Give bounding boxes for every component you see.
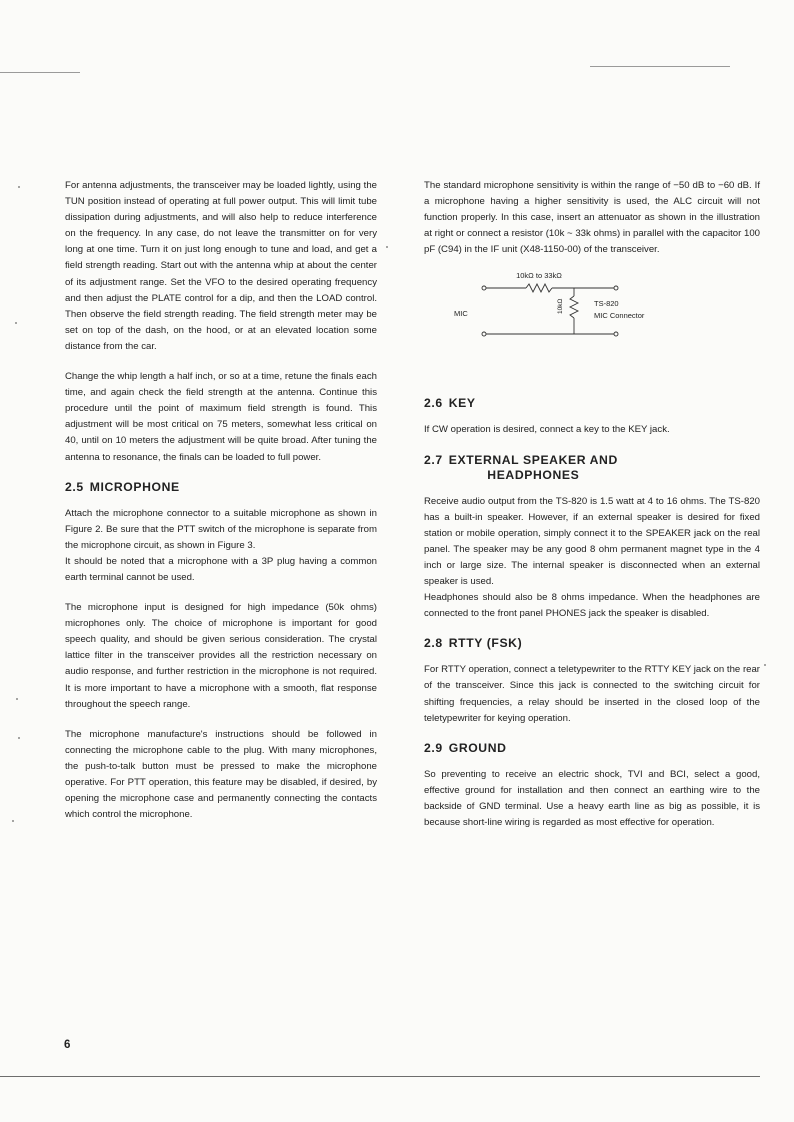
page-number: 6	[64, 1039, 71, 1051]
rtty-paragraph: For RTTY operation, connect a teletypewriter to the RTTY KEY jack on the rear of the transceiver. Since this jack is connected to the switching circuit for shifting frequencies, a relay should be inserted in the closed loop of the teletypewriter for keying operation.	[424, 664, 760, 724]
section-heading-microphone	[65, 480, 377, 495]
microphone-3p-plug-note: It should be noted that a microphone with a 3P plug having a common earth terminal cannot be used.	[65, 555, 377, 583]
scan-speck	[16, 698, 18, 700]
antenna-adjustment-paragraph: For antenna adjustments, the transceiver may be loaded lightly, using the TUN position instead of operating at full power output. This will limit tube dissipation during adjustments, and will also help to reduce interference on the frequency. In any case, do not leave the transmitter on for very long at one time. Turn it on just long enough to tune and load, and get a field strength reading. Start out with the antenna whip at about the center of its adjustment range. Set the VFO to the desired operating frequency and then adjust the PLATE control for a dip, and then the LOAD control. Then observe the field strength reading. The field strength meter may be set on top of the dash, on the hood, or at an elevated location some distance from the car.	[65, 180, 377, 352]
mic-terminal-top	[482, 286, 486, 290]
section-number: 2.7	[424, 452, 443, 467]
series-resistor-label: 10kΩ to 33kΩ	[516, 271, 562, 281]
scan-speck	[18, 737, 20, 739]
key-paragraph: If CW operation is desired, connect a key to the KEY jack.	[424, 424, 670, 436]
connector-terminal-top	[614, 286, 618, 290]
scan-top-left-rule	[0, 72, 80, 73]
microphone-connect-paragraph: Attach the microphone connector to a suitable microphone as shown in Figure 2. Be sure that the PTT switch of the microphone is separate from the microphone circuit, as shown in Figure 3.	[65, 507, 377, 551]
microphone-instructions-paragraph: The microphone manufacture's instructions should be followed in connecting the microphone cable to the plug. With many microphones, the push-to-talk button must be pressed to make the microphone operative. For PTT operation, this feature may be disabled, if desired, by opening the microphone case and permanently connecting the contacts which control the microphone.	[65, 728, 377, 821]
section-number: 2.5	[65, 479, 84, 494]
left-column	[65, 178, 377, 837]
ground-paragraph: So preventing to receive an electric shock, TVI and BCI, select a good, effective ground for installation and then connect an earthing wire to the backside of GND terminal. Use a heavy earth line as big as possible, it is because short-line wiring is regarded as most effective for operation.	[424, 768, 760, 828]
whip-length-paragraph: Change the whip length a half inch, or so at a time, retune the finals each time, and again check the field strength at the antenna. Continue this procedure until the point of maximum field strength is found. This adjustment will be most critical on 75 meters, somewhat less critical on 40, until on 10 meters the adjustment will be quite broad. After tuning the antenna to resonance, the finals can be loaded to full power.	[65, 371, 377, 463]
series-resistor	[526, 284, 552, 292]
attenuator-schematic	[454, 266, 694, 366]
section-title: EXTERNAL SPEAKER AND HEADPHONES	[448, 452, 618, 482]
section-title: KEY	[448, 396, 476, 411]
scan-speck	[18, 186, 20, 188]
section-heading-external-speaker	[424, 453, 760, 483]
mic-connector-label: MIC Connector	[594, 311, 645, 321]
section-title: GROUND	[448, 740, 507, 755]
section-heading-ground	[424, 741, 760, 756]
section-heading-key	[424, 396, 760, 411]
shunt-resistor	[570, 296, 578, 318]
scan-speck	[764, 664, 766, 666]
scan-speck	[386, 246, 388, 248]
section-title: RTTY (FSK)	[448, 636, 523, 651]
headphones-paragraph: Headphones should also be 8 ohms impedance. When the headphones are connected to the front panel PHONES jack the speaker is disabled.	[424, 592, 760, 620]
attenuator-diagram	[424, 266, 760, 366]
scan-speck	[12, 820, 14, 822]
scan-bottom-rule	[0, 1076, 760, 1077]
external-speaker-paragraph: Receive audio output from the TS-820 is 1.5 watt at 4 to 16 ohms. The TS-820 has a built-in speaker. However, if an external speaker is desired for fixed station or mobile operation, simply connect it to the SPEAKER jack on the real panel. The speaker may be any good 8 ohm permanent magnet type in the 4 inch or large size. The internal speaker is disconnected when an external speaker is used.	[424, 495, 760, 588]
microphone-impedance-paragraph: The microphone input is designed for high impedance (50k ohms) microphones only. The choice of microphone is important for good speech quality, and should be given serious consideration. The crystal lattice filter in the transceiver provides all the restriction necessary on audio response, and further restriction in the microphone is not required. It is more important to have a microphone with a smooth, flat response throughout the speech range.	[65, 602, 377, 710]
section-number: 2.9	[424, 740, 443, 755]
section-title: MICROPHONE	[89, 479, 180, 494]
section-number: 2.8	[424, 636, 443, 651]
scan-speck	[15, 322, 17, 324]
right-column	[424, 178, 760, 845]
mic-label: MIC	[454, 309, 468, 319]
section-heading-rtty	[424, 636, 760, 651]
shunt-resistor-label: 10kΩ	[557, 299, 564, 315]
connector-terminal-bottom	[614, 332, 618, 336]
scan-top-right-rule	[590, 66, 730, 67]
mic-sensitivity-paragraph: The standard microphone sensitivity is within the range of −50 dB to −60 dB. If a microphone having a higher sensitivity is used, the ALC circuit will not function properly. In this case, insert an attenuator as shown in the illustration at right or connect a resistor (10k ~ 33k ohms) in parallel with the capacitor 100 pF (C94) in the IF unit (X48-1150-00) of the transceiver.	[424, 180, 760, 256]
ts820-label: TS-820	[594, 299, 619, 309]
mic-terminal-bottom	[482, 332, 486, 336]
section-number: 2.6	[424, 396, 443, 411]
